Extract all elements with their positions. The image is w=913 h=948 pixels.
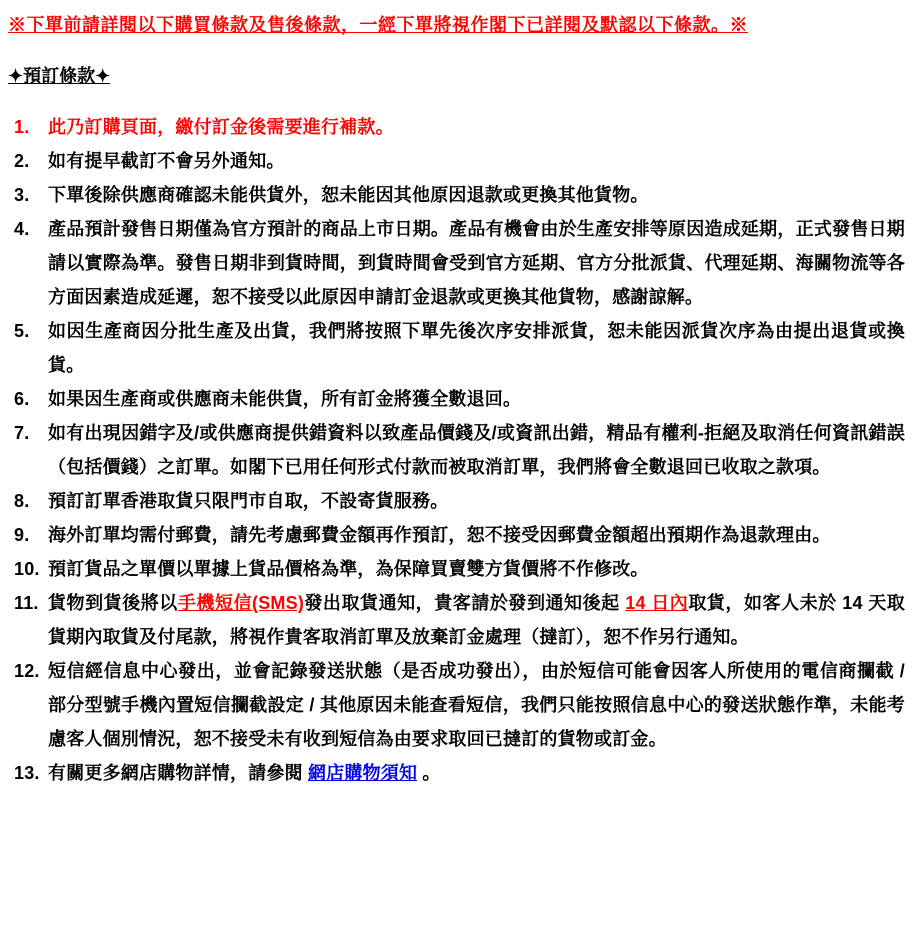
term-item-3	[8, 178, 905, 212]
term-number: 12.	[14, 661, 40, 681]
term-number: 7.	[14, 423, 30, 443]
terms-page	[8, 12, 905, 790]
term-text: 如有出現因錯字及/或供應商提供錯資料以致產品價錢及/或資訊出錯，精品有權利-拒絕及取消任何資訊錯誤（包括價錢）之訂單。如閣下已用任何形式付款而被取消訂單，我們將會全數退回已收取之款項。	[48, 423, 905, 477]
section-title-text: ✦預訂條款✦	[8, 66, 111, 86]
term-item-10	[8, 552, 905, 586]
term-text: 預訂貨品之單價以單據上貨品價格為準，為保障買賣雙方貨價將不作修改。	[48, 559, 649, 579]
terms-list	[8, 110, 905, 790]
term-item-11	[8, 586, 905, 654]
term-item-6	[8, 382, 905, 416]
term-number: 13.	[14, 763, 40, 783]
term-number: 6.	[14, 389, 30, 409]
term-text: 如有提早截訂不會另外通知。	[48, 151, 285, 171]
term-text: 此乃訂購頁面，繳付訂金後需要進行補款。	[48, 117, 394, 137]
term-item-5	[8, 314, 905, 382]
term-text: 預訂訂單香港取貨只限門市自取，不設寄貨服務。	[48, 491, 449, 511]
term-number: 5.	[14, 321, 30, 341]
term-item-4	[8, 212, 905, 314]
purchase-notice-header: ※下單前請詳閱以下購買條款及售後條款，一經下單將視作閣下已詳閱及默認以下條款。※	[8, 15, 748, 35]
term-text-part: 。	[417, 763, 441, 783]
term-text: 海外訂單均需付郵費，請先考慮郵費金額再作預訂，恕不接受因郵費金額超出預期作為退款理由。	[48, 525, 831, 545]
term-item-2	[8, 144, 905, 178]
term-number: 4.	[14, 219, 30, 239]
term-text-part: 有關更多網店購物詳情，請參閱	[48, 763, 308, 783]
section-title	[8, 64, 905, 88]
term-number: 10.	[14, 559, 40, 579]
term-text-part: 貨物到貨後將以	[48, 593, 178, 613]
term-text: 如因生產商因分批生產及出貨，我們將按照下單先後次序安排派貨，恕未能因派貨次序為由提出退貨或換貨。	[48, 321, 905, 375]
term-number: 11.	[14, 593, 39, 613]
term-item-13	[8, 756, 905, 790]
term-text-part: 取貨，如客人未於 14 天取貨期內取貨及付尾款，將視作貴客取消訂單及放棄訂金處理（撻訂），恕不作另行通知。	[48, 593, 905, 647]
term-number: 2.	[14, 151, 30, 171]
term-text: 產品預計發售日期僅為官方預計的商品上市日期。產品有機會由於生產安排等原因造成延期，正式發售日期請以實際為準。發售日期非到貨時間，到貨時間會受到官方延期、官方分批派貨、代理延期、海關物流等各方面因素造成延遲，恕不接受以此原因申請訂金退款或更換其他貨物，感謝諒解。	[48, 219, 905, 307]
term-number: 9.	[14, 525, 30, 545]
term-number: 1.	[14, 117, 30, 137]
term-item-8	[8, 484, 905, 518]
term-text: 短信經信息中心發出，並會記錄發送狀態（是否成功發出），由於短信可能會因客人所使用的電信商攔截 / 部分型號手機內置短信攔截設定 / 其他原因未能查看短信，我們只能按照信息中心的發送狀態作準，未能考慮客人個別情況，恕不接受未有收到短信為由要求取回已撻訂的貨物或訂金。	[48, 661, 905, 749]
term-text	[48, 763, 441, 783]
term-item-1	[8, 110, 905, 144]
term-item-9	[8, 518, 905, 552]
term-item-7	[8, 416, 905, 484]
term-text: 如果因生產商或供應商未能供貨，所有訂金將獲全數退回。	[48, 389, 522, 409]
term-item-12	[8, 654, 905, 756]
term-number: 3.	[14, 185, 30, 205]
sms-highlight: 手機短信(SMS)	[177, 593, 305, 613]
term-number: 8.	[14, 491, 30, 511]
term-text-part: 發出取貨通知，貴客請於發到通知後起	[304, 593, 626, 613]
pickup-deadline-highlight: 14 日內	[625, 593, 689, 613]
shop-guide-link[interactable]: 網店購物須知	[308, 763, 418, 783]
term-text	[48, 593, 905, 647]
term-text: 下單後除供應商確認未能供貨外，恕未能因其他原因退款或更換其他貨物。	[48, 185, 649, 205]
